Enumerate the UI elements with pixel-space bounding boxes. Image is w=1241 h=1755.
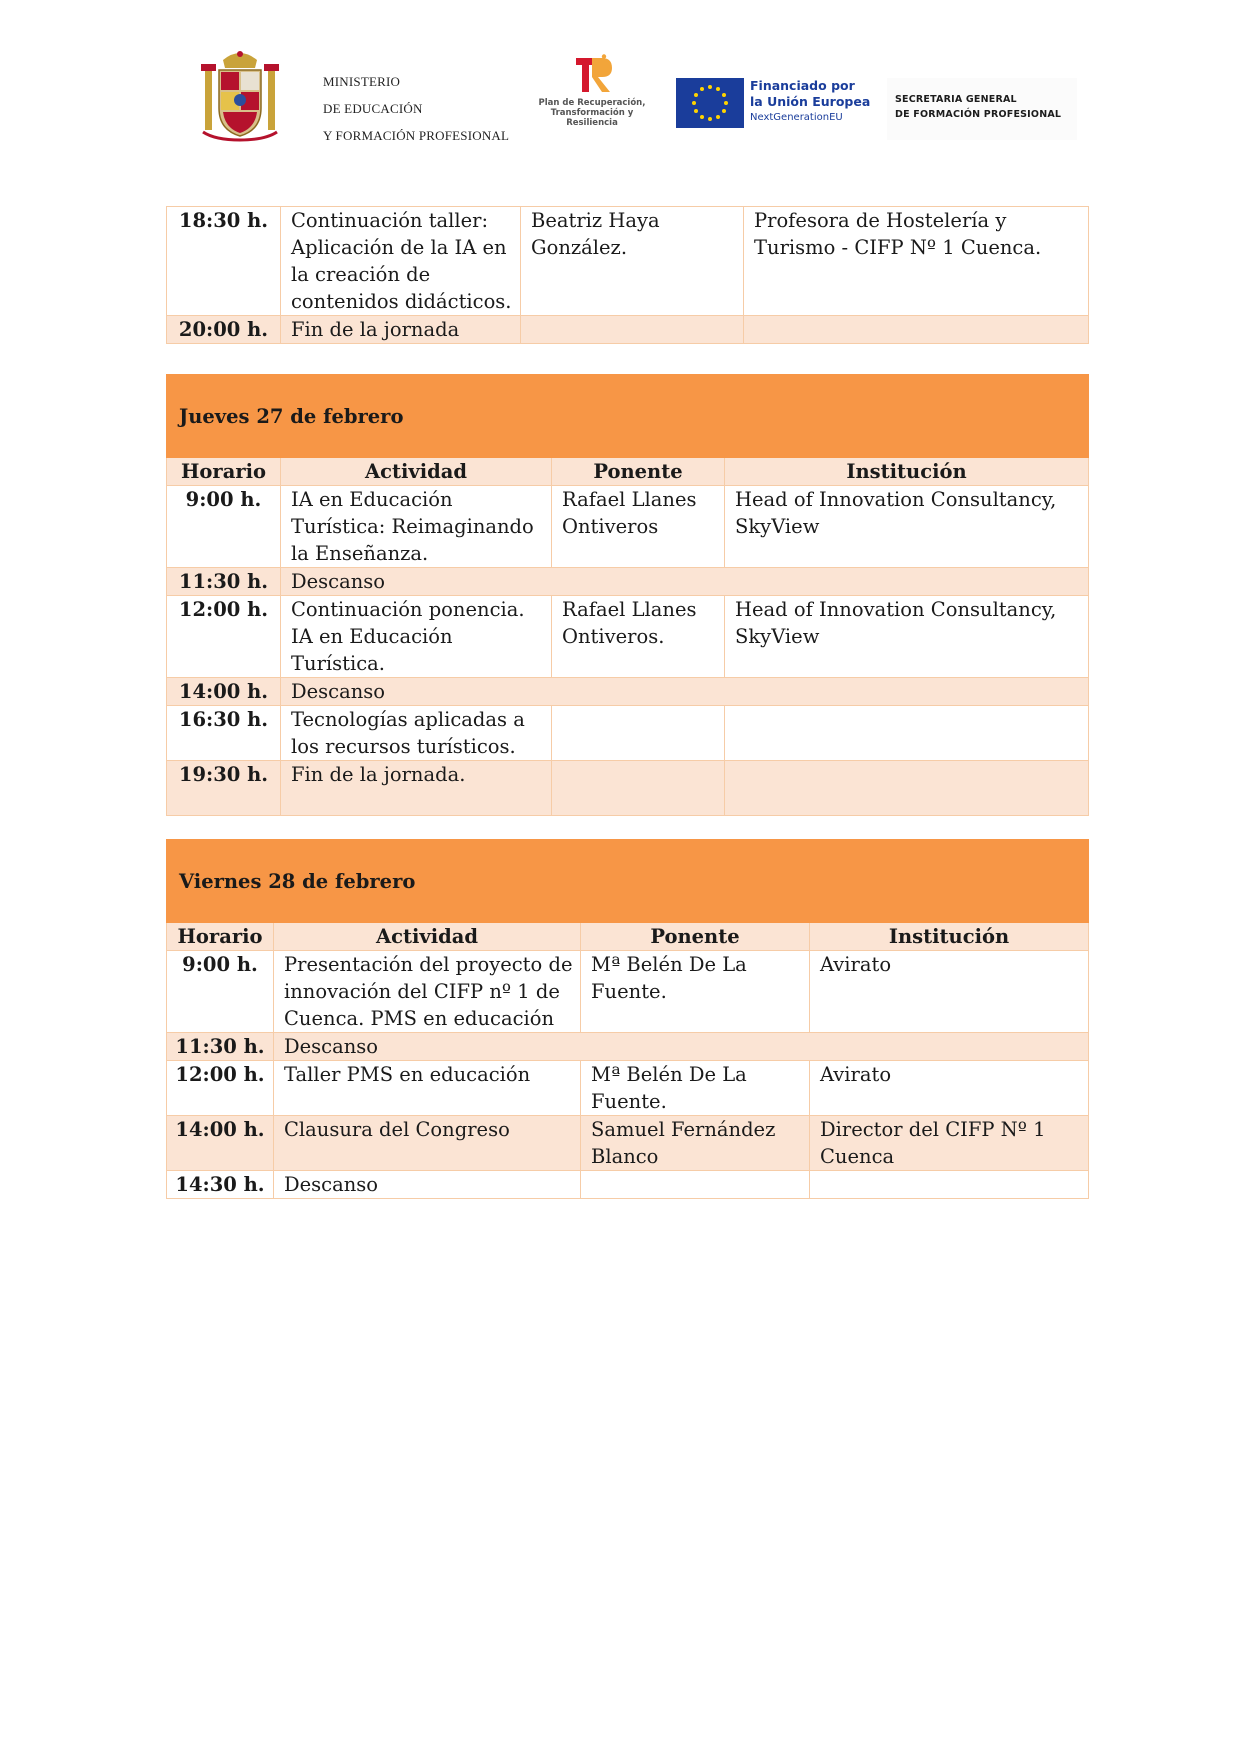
institution-cell: Head of Innovation Consultancy, SkyView: [725, 486, 1089, 568]
day-title: Jueves 27 de febrero: [167, 375, 1089, 458]
day-header-row: [167, 840, 1089, 923]
prtr-logo-icon: [574, 54, 614, 96]
activity-cell: Tecnologías aplicadas a los recursos turísticos.: [281, 706, 552, 761]
time-cell: 18:30 h.: [167, 207, 281, 316]
ministry-line: MINISTERIO: [323, 74, 401, 89]
time-cell: 11:30 h.: [167, 568, 281, 596]
institution-cell: Profesora de Hostelería y Turismo - CIFP Nº 1 Cuenca.: [744, 207, 1089, 316]
eu-subtitle: NextGenerationEU: [750, 112, 843, 123]
day-header-row: [167, 375, 1089, 458]
ministry-name: [323, 68, 509, 149]
table-row: [167, 706, 1089, 761]
column-header: Institución: [725, 458, 1089, 486]
institution-cell: [725, 706, 1089, 761]
prtr-caption-line: Transformación y: [550, 108, 634, 118]
speaker-cell: Rafael Llanes Ontiveros: [552, 486, 725, 568]
eu-flag-icon: [676, 78, 744, 128]
speaker-cell: [552, 706, 725, 761]
institution-cell: [725, 761, 1089, 816]
time-cell: 12:00 h.: [167, 1061, 274, 1116]
column-header: Institución: [810, 923, 1089, 951]
time-cell: 9:00 h.: [167, 951, 274, 1033]
activity-cell: Clausura del Congreso: [274, 1116, 581, 1171]
day-title: Viernes 28 de febrero: [167, 840, 1089, 923]
speaker-cell: [521, 316, 744, 344]
institution-cell: Director del CIFP Nº 1 Cuenca: [810, 1116, 1089, 1171]
activity-cell: Fin de la jornada.: [281, 761, 552, 816]
ministry-line: DE EDUCACIÓN: [323, 101, 423, 116]
column-header: Actividad: [274, 923, 581, 951]
column-header: Actividad: [281, 458, 552, 486]
time-cell: 20:00 h.: [167, 316, 281, 344]
table-row: [167, 1171, 1089, 1199]
table-row: [167, 596, 1089, 678]
speaker-cell: Rafael Llanes Ontiveros.: [552, 596, 725, 678]
recovery-plan-logo: [532, 54, 652, 144]
eu-funding-logo: [676, 76, 871, 132]
institution-cell: Avirato: [810, 951, 1089, 1033]
activity-cell: Descanso: [274, 1171, 581, 1199]
activity-cell: IA en Educación Turística: Reimaginando la Enseñanza.: [281, 486, 552, 568]
speaker-cell: Beatriz Haya González.: [521, 207, 744, 316]
activity-cell: Presentación del proyecto de innovación del CIFP nº 1 de Cuenca. PMS en educación: [274, 951, 581, 1033]
time-cell: 19:30 h.: [167, 761, 281, 816]
prtr-caption-line: Resiliencia: [566, 118, 618, 128]
sgfp-line: DE FORMACIÓN PROFESIONAL: [895, 109, 1062, 120]
institution-cell: Avirato: [810, 1061, 1089, 1116]
column-header: Ponente: [581, 923, 810, 951]
table-row: [167, 316, 1089, 344]
activity-cell: Fin de la jornada: [281, 316, 521, 344]
time-cell: 12:00 h.: [167, 596, 281, 678]
sgfp-line: SECRETARIA GENERAL: [895, 94, 1017, 105]
table-row: [167, 761, 1089, 816]
activity-cell: Descanso: [281, 568, 1089, 596]
column-header-row: [167, 923, 1089, 951]
secretaria-general-logo: [887, 78, 1077, 140]
time-cell: 14:30 h.: [167, 1171, 274, 1199]
time-cell: 11:30 h.: [167, 1033, 274, 1061]
column-header-row: [167, 458, 1089, 486]
spanish-coat-of-arms-icon: [195, 48, 285, 143]
activity-cell: Taller PMS en educación: [274, 1061, 581, 1116]
time-cell: 16:30 h.: [167, 706, 281, 761]
table-row: [167, 951, 1089, 1033]
activity-cell: Descanso: [274, 1033, 1089, 1061]
speaker-cell: Samuel Fernández Blanco: [581, 1116, 810, 1171]
speaker-cell: [552, 761, 725, 816]
eu-title: [750, 78, 870, 110]
eu-title-line: la Unión Europea: [750, 94, 871, 109]
schedule-table-wednesday: [166, 206, 1089, 344]
table-row: [167, 568, 1089, 596]
page-header: [0, 40, 1241, 150]
institution-cell: [744, 316, 1089, 344]
prtr-caption: [532, 98, 652, 128]
speaker-cell: Mª Belén De La Fuente.: [581, 951, 810, 1033]
schedule-table-friday: [166, 839, 1089, 1199]
eu-title-line: Financiado por: [750, 78, 855, 93]
activity-cell: Continuación taller: Aplicación de la IA en la creación de contenidos didácticos.: [281, 207, 521, 316]
time-cell: 14:00 h.: [167, 678, 281, 706]
table-row: [167, 1116, 1089, 1171]
time-cell: 9:00 h.: [167, 486, 281, 568]
column-header: Horario: [167, 923, 274, 951]
schedule-table-thursday: [166, 374, 1089, 816]
institution-cell: Head of Innovation Consultancy, SkyView: [725, 596, 1089, 678]
ministry-line: Y FORMACIÓN PROFESIONAL: [323, 128, 510, 143]
time-cell: 14:00 h.: [167, 1116, 274, 1171]
speaker-cell: [581, 1171, 810, 1199]
column-header: Horario: [167, 458, 281, 486]
prtr-caption-line: Plan de Recuperación,: [538, 98, 646, 108]
table-row: [167, 486, 1089, 568]
speaker-cell: Mª Belén De La Fuente.: [581, 1061, 810, 1116]
activity-cell: Descanso: [281, 678, 1089, 706]
activity-cell: Continuación ponencia. IA en Educación Turística.: [281, 596, 552, 678]
table-row: [167, 1061, 1089, 1116]
table-row: [167, 678, 1089, 706]
column-header: Ponente: [552, 458, 725, 486]
table-row: [167, 207, 1089, 316]
institution-cell: [810, 1171, 1089, 1199]
table-row: [167, 1033, 1089, 1061]
